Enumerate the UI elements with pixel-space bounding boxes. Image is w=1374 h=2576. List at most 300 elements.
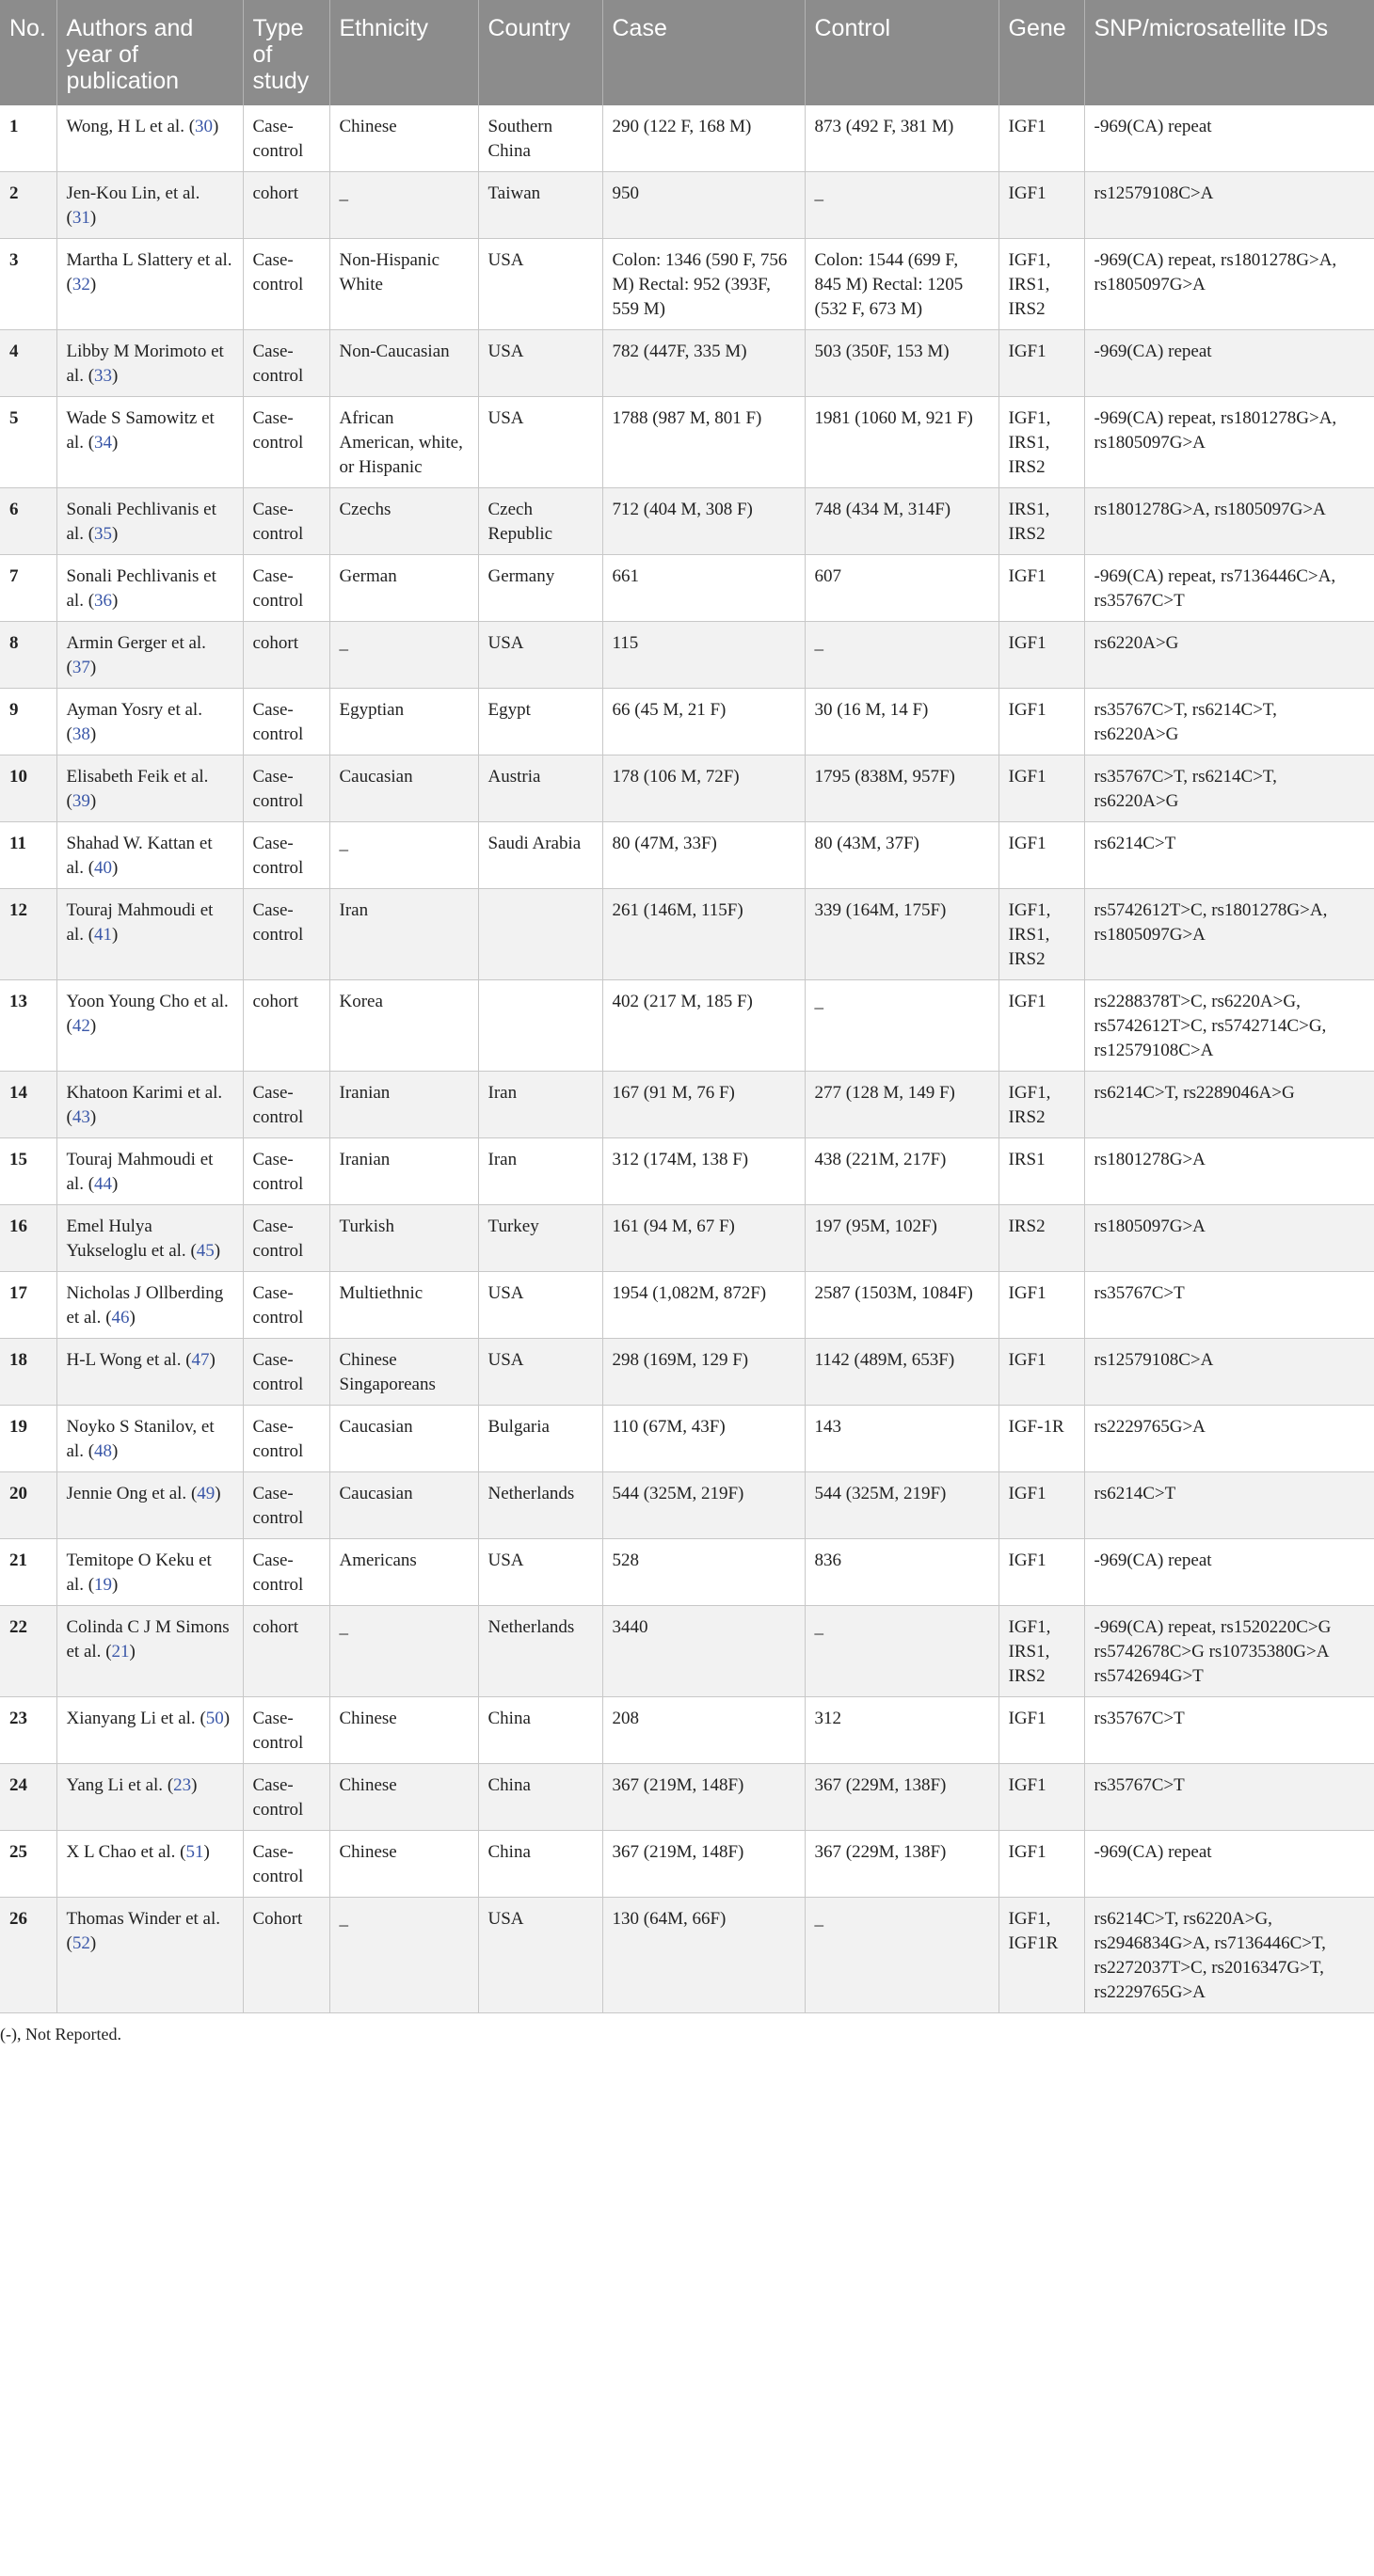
cell-country: Iran — [478, 1072, 602, 1138]
cell-control: 30 (16 M, 14 F) — [805, 689, 999, 755]
cell-country: USA — [478, 239, 602, 330]
cell-control: _ — [805, 622, 999, 689]
cell-gene: IGF1 — [999, 1831, 1084, 1898]
table-row — [0, 1764, 1374, 1831]
table-row — [0, 239, 1374, 330]
cell-snp: -969(CA) repeat, rs1801278G>A, rs1805097G>A — [1084, 397, 1374, 488]
cell-gene: IGF1 — [999, 1697, 1084, 1764]
cell-type: Case-control — [243, 1272, 329, 1339]
cell-country: Taiwan — [478, 172, 602, 239]
table-row — [0, 555, 1374, 622]
cell-country — [478, 889, 602, 980]
cell-case: 1954 (1,082M, 872F) — [602, 1272, 805, 1339]
cell-country: Bulgaria — [478, 1406, 602, 1472]
footnote: (-), Not Reported. — [0, 2025, 121, 2043]
cell-author: Temitope O Keku et al. (19) — [56, 1539, 243, 1606]
author-name: Touraj Mahmoudi et al. — [66, 1150, 214, 1194]
cell-country: Germany — [478, 555, 602, 622]
citation-link[interactable]: 44 — [94, 1174, 113, 1194]
cell-snp: rs6214C>T — [1084, 822, 1374, 889]
citation-link[interactable]: 39 — [72, 791, 90, 811]
table-row — [0, 1138, 1374, 1205]
cell-snp: rs5742612T>C, rs1801278G>A, rs1805097G>A — [1084, 889, 1374, 980]
cell-author: Sonali Pechlivanis et al. (35) — [56, 488, 243, 555]
cell-control: 438 (221M, 217F) — [805, 1138, 999, 1205]
cell-no: 21 — [0, 1539, 56, 1606]
cell-case: 402 (217 M, 185 F) — [602, 980, 805, 1072]
cell-ethnicity: Chinese — [329, 1831, 478, 1898]
cell-author: Emel Hulya Yukseloglu et al. (45) — [56, 1205, 243, 1272]
cell-case: 367 (219M, 148F) — [602, 1831, 805, 1898]
author-name: Touraj Mahmoudi et al. — [66, 900, 214, 945]
cell-ethnicity: Iranian — [329, 1138, 478, 1205]
citation-link[interactable]: 35 — [94, 524, 113, 544]
cell-gene: IGF1 — [999, 1339, 1084, 1406]
author-name: Noyko S Stanilov, et al. — [66, 1417, 215, 1461]
cell-no: 1 — [0, 105, 56, 172]
cell-country: USA — [478, 1339, 602, 1406]
cell-type: Case-control — [243, 1339, 329, 1406]
cell-control: 607 — [805, 555, 999, 622]
citation-link[interactable]: 52 — [72, 1933, 90, 1953]
author-name: Emel Hulya Yukseloglu et al. — [66, 1216, 186, 1261]
table-header — [0, 0, 1374, 105]
cell-type: Case-control — [243, 889, 329, 980]
cell-snp: rs35767C>T — [1084, 1697, 1374, 1764]
citation-link[interactable]: 51 — [185, 1842, 204, 1862]
citation-link[interactable]: 34 — [94, 433, 113, 453]
cell-snp: -969(CA) repeat — [1084, 330, 1374, 397]
cell-author: Nicholas J Ollberding et al. (46) — [56, 1272, 243, 1339]
column-header: Authors and year of publication — [56, 0, 243, 105]
citation-link[interactable]: 47 — [191, 1350, 210, 1370]
cell-no: 18 — [0, 1339, 56, 1406]
table-row — [0, 622, 1374, 689]
author-name: Yang Li et al. — [66, 1775, 164, 1795]
column-header: Country — [478, 0, 602, 105]
cell-ethnicity: Chinese — [329, 1697, 478, 1764]
cell-snp: rs1801278G>A, rs1805097G>A — [1084, 488, 1374, 555]
cell-snp: rs35767C>T — [1084, 1272, 1374, 1339]
cell-no: 17 — [0, 1272, 56, 1339]
cell-country: USA — [478, 622, 602, 689]
column-header: SNP/microsatellite IDs — [1084, 0, 1374, 105]
cell-ethnicity: Iran — [329, 889, 478, 980]
citation-link[interactable]: 45 — [196, 1241, 215, 1261]
cell-snp: rs6214C>T, rs6220A>G, rs2946834G>A, rs7136446C>T, rs2272037T>C, rs2016347G>T, rs2229765G>A — [1084, 1898, 1374, 2013]
cell-author: Thomas Winder et al. (52) — [56, 1898, 243, 2013]
citation-link[interactable]: 46 — [111, 1308, 130, 1328]
cell-gene: IGF1 — [999, 1764, 1084, 1831]
cell-ethnicity: German — [329, 555, 478, 622]
cell-ethnicity: Non-Caucasian — [329, 330, 478, 397]
cell-snp: rs35767C>T, rs6214C>T, rs6220A>G — [1084, 689, 1374, 755]
cell-author: Libby M Morimoto et al. (33) — [56, 330, 243, 397]
cell-case: 3440 — [602, 1606, 805, 1697]
table-row — [0, 980, 1374, 1072]
cell-country: China — [478, 1697, 602, 1764]
cell-control: _ — [805, 980, 999, 1072]
cell-gene: IGF1 — [999, 1472, 1084, 1539]
cell-gene: IGF1, IRS2 — [999, 1072, 1084, 1138]
cell-control: 1142 (489M, 653F) — [805, 1339, 999, 1406]
author-name: Shahad W. Kattan et al. — [66, 834, 213, 878]
table-row — [0, 1339, 1374, 1406]
cell-gene: IGF1 — [999, 755, 1084, 822]
cell-author: Xianyang Li et al. (50) — [56, 1697, 243, 1764]
cell-gene: IGF1 — [999, 980, 1084, 1072]
cell-country: Turkey — [478, 1205, 602, 1272]
cell-case: 261 (146M, 115F) — [602, 889, 805, 980]
cell-snp: rs1805097G>A — [1084, 1205, 1374, 1272]
table-row — [0, 1831, 1374, 1898]
author-name: Wong, H L et al. — [66, 117, 184, 136]
cell-case: 161 (94 M, 67 F) — [602, 1205, 805, 1272]
cell-gene: IGF1, IRS1, IRS2 — [999, 1606, 1084, 1697]
cell-country: China — [478, 1831, 602, 1898]
cell-control: 836 — [805, 1539, 999, 1606]
cell-type: Case-control — [243, 330, 329, 397]
cell-case: 782 (447F, 335 M) — [602, 330, 805, 397]
cell-no: 20 — [0, 1472, 56, 1539]
table-row — [0, 1472, 1374, 1539]
cell-control: 1981 (1060 M, 921 F) — [805, 397, 999, 488]
cell-type: Case-control — [243, 1764, 329, 1831]
cell-case: 208 — [602, 1697, 805, 1764]
column-header: Ethnicity — [329, 0, 478, 105]
cell-author: Elisabeth Feik et al. (39) — [56, 755, 243, 822]
author-name: Jennie Ong et al. — [66, 1484, 187, 1503]
cell-case: 367 (219M, 148F) — [602, 1764, 805, 1831]
table-row — [0, 488, 1374, 555]
cell-gene: IGF1 — [999, 1272, 1084, 1339]
cell-case: 115 — [602, 622, 805, 689]
citation-link[interactable]: 36 — [94, 591, 113, 611]
cell-snp: -969(CA) repeat, rs1520220C>G rs5742678C>G rs10735380G>A rs5742694G>T — [1084, 1606, 1374, 1697]
cell-gene: IGF1 — [999, 105, 1084, 172]
cell-type: Case-control — [243, 1831, 329, 1898]
cell-country: Netherlands — [478, 1606, 602, 1697]
table-row — [0, 689, 1374, 755]
cell-country: USA — [478, 330, 602, 397]
cell-type: Case-control — [243, 689, 329, 755]
cell-gene: IRS2 — [999, 1205, 1084, 1272]
cell-no: 24 — [0, 1764, 56, 1831]
citation-link[interactable]: 21 — [111, 1642, 130, 1662]
cell-no: 15 — [0, 1138, 56, 1205]
table-row — [0, 397, 1374, 488]
cell-no: 26 — [0, 1898, 56, 2013]
table-row — [0, 1272, 1374, 1339]
cell-ethnicity: Caucasian — [329, 1406, 478, 1472]
author-name: Thomas Winder et al. — [66, 1909, 221, 1929]
cell-no: 12 — [0, 889, 56, 980]
cell-gene: IGF1 — [999, 555, 1084, 622]
cell-country: Austria — [478, 755, 602, 822]
cell-ethnicity: Egyptian — [329, 689, 478, 755]
citation-link[interactable]: 33 — [94, 366, 113, 386]
cell-country: USA — [478, 1539, 602, 1606]
cell-country: Southern China — [478, 105, 602, 172]
cell-author: Wade S Samowitz et al. (34) — [56, 397, 243, 488]
cell-case: 298 (169M, 129 F) — [602, 1339, 805, 1406]
cell-author: Touraj Mahmoudi et al. (44) — [56, 1138, 243, 1205]
cell-ethnicity: Czechs — [329, 488, 478, 555]
cell-ethnicity: Chinese — [329, 1764, 478, 1831]
cell-author: Ayman Yosry et al. (38) — [56, 689, 243, 755]
author-name: Yoon Young Cho et al. — [66, 992, 229, 1011]
cell-author: Martha L Slattery et al. (32) — [56, 239, 243, 330]
cell-snp: rs6214C>T — [1084, 1472, 1374, 1539]
author-name: Colinda C J M Simons et al. — [66, 1617, 230, 1662]
table-row — [0, 1898, 1374, 2013]
cell-ethnicity: _ — [329, 1898, 478, 2013]
table-row — [0, 822, 1374, 889]
cell-control: _ — [805, 1606, 999, 1697]
cell-gene: IGF1, IGF1R — [999, 1898, 1084, 2013]
cell-type: Case-control — [243, 1205, 329, 1272]
cell-control: 748 (434 M, 314F) — [805, 488, 999, 555]
cell-type: Case-control — [243, 239, 329, 330]
cell-snp: rs35767C>T — [1084, 1764, 1374, 1831]
cell-author: Jennie Ong et al. (49) — [56, 1472, 243, 1539]
table-row — [0, 1205, 1374, 1272]
cell-country: Saudi Arabia — [478, 822, 602, 889]
cell-control: 143 — [805, 1406, 999, 1472]
cell-control: 544 (325M, 219F) — [805, 1472, 999, 1539]
cell-author: Yang Li et al. (23) — [56, 1764, 243, 1831]
cell-gene: IRS1, IRS2 — [999, 488, 1084, 555]
cell-gene: IGF1, IRS1, IRS2 — [999, 397, 1084, 488]
cell-no: 7 — [0, 555, 56, 622]
cell-case: 1788 (987 M, 801 F) — [602, 397, 805, 488]
cell-snp: rs35767C>T, rs6214C>T, rs6220A>G — [1084, 755, 1374, 822]
cell-type: Case-control — [243, 488, 329, 555]
cell-author: Touraj Mahmoudi et al. (41) — [56, 889, 243, 980]
table-body — [0, 105, 1374, 2013]
cell-case: 544 (325M, 219F) — [602, 1472, 805, 1539]
cell-no: 19 — [0, 1406, 56, 1472]
cell-ethnicity: Korea — [329, 980, 478, 1072]
cell-case: 167 (91 M, 76 F) — [602, 1072, 805, 1138]
author-name: Martha L Slattery et al. — [66, 250, 232, 270]
table-row — [0, 889, 1374, 980]
author-name: Elisabeth Feik et al. — [66, 767, 209, 787]
cell-no: 25 — [0, 1831, 56, 1898]
cell-snp: -969(CA) repeat — [1084, 1539, 1374, 1606]
citation-link[interactable]: 23 — [173, 1775, 192, 1795]
cell-author: Colinda C J M Simons et al. (21) — [56, 1606, 243, 1697]
citation-link[interactable]: 37 — [72, 658, 90, 677]
cell-country: China — [478, 1764, 602, 1831]
cell-no: 5 — [0, 397, 56, 488]
cell-control: 873 (492 F, 381 M) — [805, 105, 999, 172]
table-row — [0, 172, 1374, 239]
author-name: X L Chao et al. — [66, 1842, 176, 1862]
cell-gene: IGF1 — [999, 1539, 1084, 1606]
citation-link[interactable]: 48 — [94, 1441, 113, 1461]
citation-link[interactable]: 50 — [205, 1709, 224, 1728]
cell-case: 712 (404 M, 308 F) — [602, 488, 805, 555]
cell-country: Netherlands — [478, 1472, 602, 1539]
cell-case: 178 (106 M, 72F) — [602, 755, 805, 822]
author-name: Khatoon Karimi et al. — [66, 1083, 223, 1103]
cell-author: Khatoon Karimi et al. (43) — [56, 1072, 243, 1138]
cell-case: 66 (45 M, 21 F) — [602, 689, 805, 755]
author-name: Temitope O Keku et al. — [66, 1550, 212, 1595]
citation-link[interactable]: 40 — [94, 858, 113, 878]
cell-author: X L Chao et al. (51) — [56, 1831, 243, 1898]
cell-country: Czech Republic — [478, 488, 602, 555]
author-name: Wade S Samowitz et al. — [66, 408, 215, 453]
cell-case: 661 — [602, 555, 805, 622]
cell-country: USA — [478, 397, 602, 488]
cell-control: 80 (43M, 37F) — [805, 822, 999, 889]
cell-gene: IGF1 — [999, 330, 1084, 397]
cell-case: 290 (122 F, 168 M) — [602, 105, 805, 172]
table-row — [0, 330, 1374, 397]
author-name: Sonali Pechlivanis et al. — [66, 566, 216, 611]
cell-snp: rs12579108C>A — [1084, 172, 1374, 239]
cell-no: 9 — [0, 689, 56, 755]
cell-ethnicity: Turkish — [329, 1205, 478, 1272]
cell-case: 130 (64M, 66F) — [602, 1898, 805, 2013]
citation-link[interactable]: 42 — [72, 1016, 90, 1036]
cell-no: 11 — [0, 822, 56, 889]
cell-ethnicity: Multiethnic — [329, 1272, 478, 1339]
cell-no: 8 — [0, 622, 56, 689]
cell-case: 312 (174M, 138 F) — [602, 1138, 805, 1205]
cell-snp: rs12579108C>A — [1084, 1339, 1374, 1406]
cell-snp: rs2229765G>A — [1084, 1406, 1374, 1472]
cell-snp: -969(CA) repeat — [1084, 105, 1374, 172]
cell-type: Case-control — [243, 1406, 329, 1472]
cell-country: USA — [478, 1898, 602, 2013]
cell-ethnicity: Americans — [329, 1539, 478, 1606]
cell-author: Noyko S Stanilov, et al. (48) — [56, 1406, 243, 1472]
citation-link[interactable]: 32 — [72, 275, 90, 294]
cell-control: 1795 (838M, 957F) — [805, 755, 999, 822]
table-row — [0, 755, 1374, 822]
cell-type: cohort — [243, 980, 329, 1072]
cell-no: 2 — [0, 172, 56, 239]
cell-case: 950 — [602, 172, 805, 239]
cell-snp: rs1801278G>A — [1084, 1138, 1374, 1205]
cell-control: 312 — [805, 1697, 999, 1764]
cell-gene: IGF1 — [999, 622, 1084, 689]
cell-no: 13 — [0, 980, 56, 1072]
table-row — [0, 105, 1374, 172]
cell-author: Jen-Kou Lin, et al. (31) — [56, 172, 243, 239]
citation-link[interactable]: 43 — [72, 1107, 90, 1127]
cell-case: 110 (67M, 43F) — [602, 1406, 805, 1472]
author-name: Nicholas J Ollberding et al. — [66, 1283, 224, 1328]
cell-control: 197 (95M, 102F) — [805, 1205, 999, 1272]
cell-type: Case-control — [243, 1138, 329, 1205]
cell-snp: rs6214C>T, rs2289046A>G — [1084, 1072, 1374, 1138]
table-row — [0, 1539, 1374, 1606]
cell-gene: IGF1 — [999, 689, 1084, 755]
citation-link[interactable]: 30 — [195, 117, 214, 136]
cell-ethnicity: Caucasian — [329, 1472, 478, 1539]
cell-author: Yoon Young Cho et al. (42) — [56, 980, 243, 1072]
author-name: Libby M Morimoto et al. — [66, 342, 224, 386]
cell-snp: -969(CA) repeat — [1084, 1831, 1374, 1898]
cell-gene: IRS1 — [999, 1138, 1084, 1205]
column-header: Case — [602, 0, 805, 105]
cell-snp: rs6220A>G — [1084, 622, 1374, 689]
cell-type: Case-control — [243, 1539, 329, 1606]
table-row — [0, 1606, 1374, 1697]
cell-ethnicity: Chinese Singaporeans — [329, 1339, 478, 1406]
cell-country: USA — [478, 1272, 602, 1339]
cell-control: 367 (229M, 138F) — [805, 1831, 999, 1898]
author-name: Ayman Yosry et al. — [66, 700, 202, 720]
cell-gene: IGF-1R — [999, 1406, 1084, 1472]
cell-type: Case-control — [243, 755, 329, 822]
author-name: H-L Wong et al. — [66, 1350, 182, 1370]
cell-ethnicity: African American, white, or Hispanic — [329, 397, 478, 488]
cell-ethnicity: Caucasian — [329, 755, 478, 822]
cell-gene: IGF1, IRS1, IRS2 — [999, 239, 1084, 330]
cell-control: 277 (128 M, 149 F) — [805, 1072, 999, 1138]
cell-control: 367 (229M, 138F) — [805, 1764, 999, 1831]
citation-link[interactable]: 38 — [72, 724, 90, 744]
cell-snp: -969(CA) repeat, rs7136446C>A, rs35767C>T — [1084, 555, 1374, 622]
cell-control: 339 (164M, 175F) — [805, 889, 999, 980]
cell-no: 10 — [0, 755, 56, 822]
author-name: Jen-Kou Lin, et al. — [66, 183, 200, 203]
cell-ethnicity: _ — [329, 172, 478, 239]
cell-type: Case-control — [243, 1472, 329, 1539]
citation-link[interactable]: 31 — [72, 208, 90, 228]
cell-type: Cohort — [243, 1898, 329, 2013]
cell-author: Shahad W. Kattan et al. (40) — [56, 822, 243, 889]
cell-type: cohort — [243, 172, 329, 239]
cell-ethnicity: Chinese — [329, 105, 478, 172]
cell-snp: -969(CA) repeat, rs1801278G>A, rs1805097G>A — [1084, 239, 1374, 330]
cell-author: Sonali Pechlivanis et al. (36) — [56, 555, 243, 622]
cell-type: Case-control — [243, 555, 329, 622]
cell-control: _ — [805, 1898, 999, 2013]
cell-snp: rs2288378T>C, rs6220A>G, rs5742612T>C, rs5742714C>G, rs12579108C>A — [1084, 980, 1374, 1072]
cell-country — [478, 980, 602, 1072]
citation-link[interactable]: 19 — [94, 1575, 113, 1595]
cell-control: 503 (350F, 153 M) — [805, 330, 999, 397]
cell-no: 16 — [0, 1205, 56, 1272]
column-header: Type of study — [243, 0, 329, 105]
citation-link[interactable]: 41 — [94, 925, 113, 945]
table-row — [0, 1406, 1374, 1472]
cell-case: 528 — [602, 1539, 805, 1606]
cell-control: Colon: 1544 (699 F, 845 M) Rectal: 1205 (532 F, 673 M) — [805, 239, 999, 330]
cell-ethnicity: Iranian — [329, 1072, 478, 1138]
citation-link[interactable]: 49 — [197, 1484, 216, 1503]
cell-country: Iran — [478, 1138, 602, 1205]
cell-type: Case-control — [243, 1072, 329, 1138]
column-header: Gene — [999, 0, 1084, 105]
cell-ethnicity: Non-Hispanic White — [329, 239, 478, 330]
cell-no: 6 — [0, 488, 56, 555]
author-name: Xianyang Li et al. — [66, 1709, 196, 1728]
cell-author: H-L Wong et al. (47) — [56, 1339, 243, 1406]
column-header: No. — [0, 0, 56, 105]
cell-ethnicity: _ — [329, 1606, 478, 1697]
cell-gene: IGF1 — [999, 172, 1084, 239]
cell-ethnicity: _ — [329, 822, 478, 889]
cell-type: Case-control — [243, 105, 329, 172]
cell-case: 80 (47M, 33F) — [602, 822, 805, 889]
